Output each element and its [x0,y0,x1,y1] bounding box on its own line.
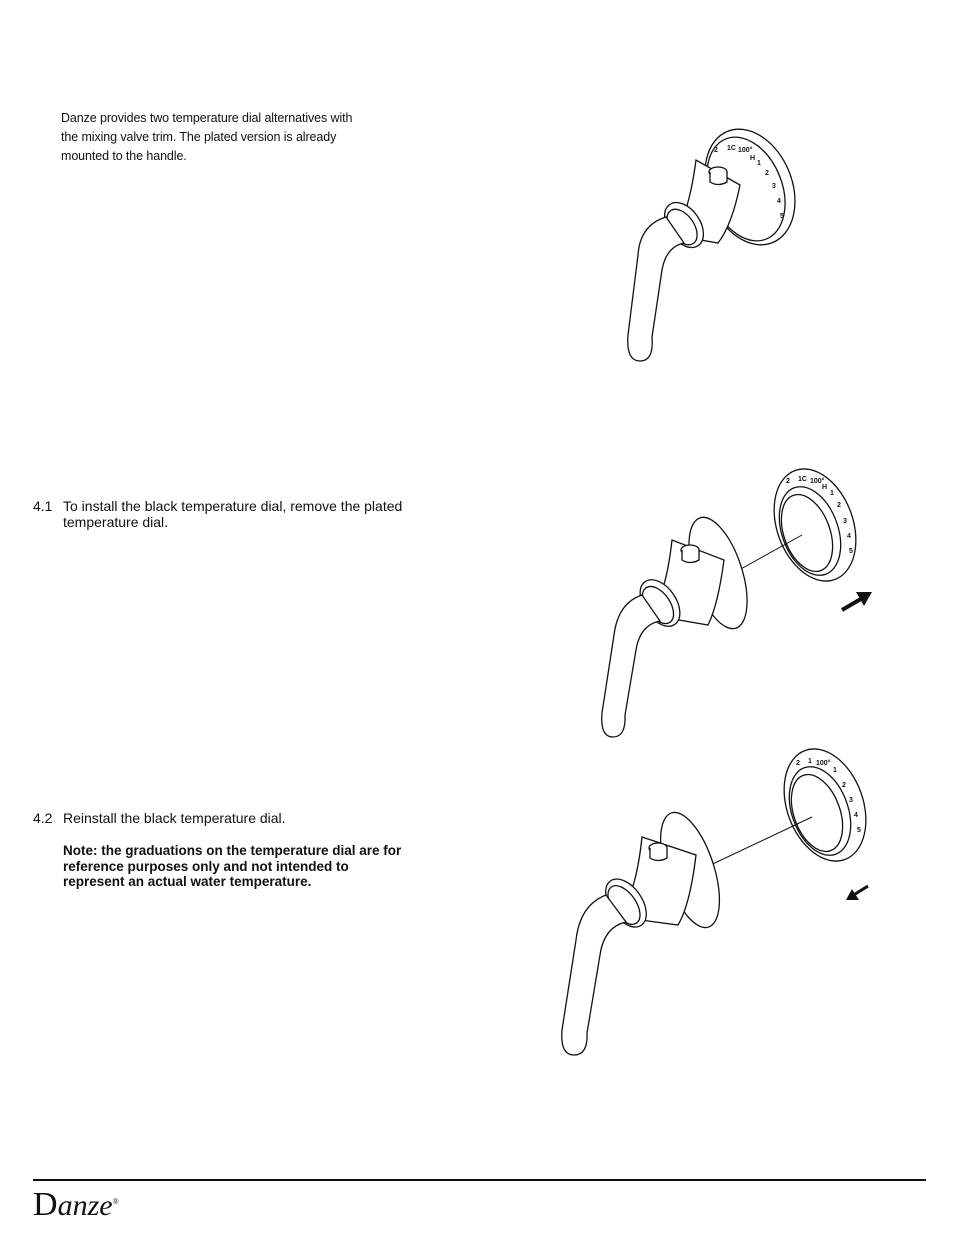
arrow-in-icon [846,886,868,900]
intro-line-3: mounted to the handle. [61,149,187,163]
dial-label: 2 [796,760,800,767]
dial-label: 1 [808,758,812,765]
step-number: 4.2 [33,810,53,826]
figure-install-black-dial [550,745,880,1060]
dial-label: 3 [849,797,853,804]
step-text: Reinstall the black temperature dial. [63,810,286,826]
figure-handle-plated-dial [600,125,800,370]
dial-label: 1C [798,476,807,483]
dial-label: 1 [757,160,761,167]
dial-label: 4 [777,198,781,205]
dial-label: 5 [849,548,853,555]
intro-line-2: the mixing valve trim. The plated version is already [61,130,337,144]
dial-label: 3 [843,518,847,525]
logo-registered-mark: ® [112,1197,119,1206]
danze-logo [33,1185,119,1223]
dial-label: 2 [786,478,790,485]
dial-label: 5 [780,213,784,220]
dial-label: 100° [810,478,825,485]
step-4-1 [33,498,413,538]
dial-label: 5 [857,827,861,834]
step-text: To install the black temperature dial, remove the plated temperature dial. [63,498,403,530]
arrow-out-icon [842,592,872,610]
dial-label: 4 [847,533,851,540]
dial-label: 2 [837,502,841,509]
step-number: 4.1 [33,498,53,514]
note-text: Note: the graduations on the temperature dial are for reference purposes only and not intended to represent an actual water temperature. [63,843,402,889]
dial-label: H [822,484,828,491]
dial-label: H [750,155,756,162]
intro-text [61,109,391,166]
dial-label: 100° [816,760,831,767]
dial-label: 4 [854,812,858,819]
intro-line-1: Danze provides two temperature dial alternatives with [61,111,353,125]
dial-label: 1 [833,767,837,774]
dial-label: 1 [830,490,834,497]
figure-remove-plated-dial [590,465,880,740]
footer-rule [33,1179,926,1181]
step-4-2 [33,810,413,830]
dial-label: 2 [842,782,846,789]
dial-label: 3 [772,183,776,190]
dial-label: 2 [765,170,769,177]
logo-initial: D [33,1186,58,1223]
dial-label: 100° [738,147,753,154]
dial-label: 1C [727,145,736,152]
dial-label: 2 [714,147,718,154]
logo-rest: anze [57,1189,113,1222]
